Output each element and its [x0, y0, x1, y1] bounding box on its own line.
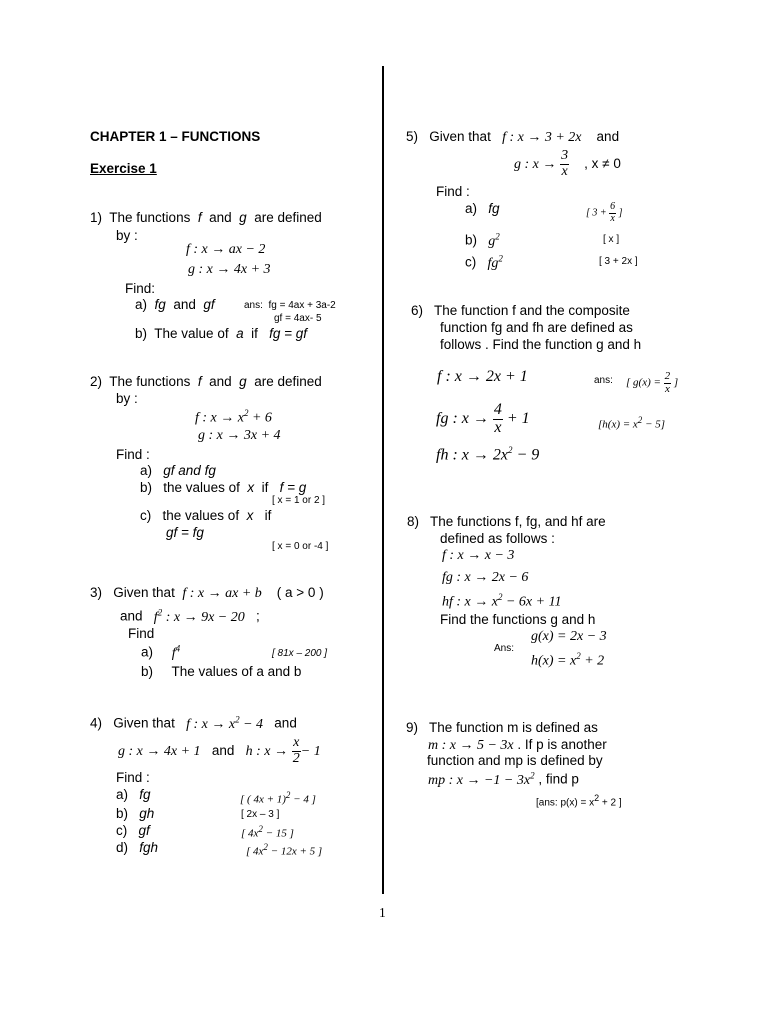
q9-line3: function and mp is defined by: [427, 753, 603, 768]
q5-c-answer: [ 3 + 2x ]: [599, 256, 638, 267]
q1-find: Find:: [125, 281, 156, 296]
q5-b-answer: [ x ]: [603, 234, 620, 245]
q4-part-b: b) gh: [116, 806, 155, 821]
q2-find: Find :: [116, 447, 150, 462]
q2-eq-f: f : $x \to x^2 + 6$: [195, 408, 272, 426]
q6-eq-f: f : x → 2x + 1: [437, 368, 528, 385]
q4-a-answer: [ ( 4x + 1)$^2$ − 4 ]: [240, 790, 316, 806]
q6-line3: follows . Find the function g and h: [440, 337, 642, 352]
q3-a-answer: [ 81x – 200 ]: [272, 648, 328, 659]
q4-statement: 4) Given that f : $x \to x^2 - 4$ and: [90, 714, 297, 732]
q1-statement: 1) The functions f and g are defined: [90, 210, 322, 225]
q8-eq-fg: fg : x → 2x − 6: [442, 570, 529, 585]
q2-statement: 2) The functions f and g are defined: [90, 374, 322, 389]
q3-second-line: and $f^2$ : x → 9x − 20 ;: [120, 607, 260, 625]
q4-part-a: a) fg: [116, 787, 151, 802]
q9-line4: mp : $x \to -1 - 3x^2$ , find p: [428, 770, 579, 788]
q3-part-a: a) $f^4$: [141, 643, 181, 661]
q2-eq-g: g : x → 3x + 4: [198, 428, 281, 443]
q6-eq-fg: fg : x → $\frac{4}{x}$ + 1: [436, 401, 530, 436]
q1-eq-f: f : x → ax − 2: [186, 242, 266, 257]
q5-find: Find :: [436, 184, 470, 199]
q4-b-answer: [ 2x – 3 ]: [241, 809, 280, 820]
q1-by: by :: [116, 228, 138, 243]
q9-line1: 9) The function m is defined as: [406, 720, 598, 735]
q8-line1: 8) The functions f, fg, and hf are: [407, 514, 606, 529]
q8-eq-hf: hf : $x \to x^2 - 6x + 11$: [442, 592, 562, 610]
q8-ans-label: Ans:: [494, 643, 515, 654]
column-divider: [382, 66, 384, 894]
q3-find: Find: [128, 626, 155, 641]
q2-c-answer: [ x = 0 or -4 ]: [272, 541, 329, 552]
q5-a-answer: [ 3 + $\frac{6}{x}$ ]: [586, 201, 623, 224]
q2-part-a: a) gf and fg: [140, 463, 216, 478]
q5-statement: 5) Given that f : x → 3 + 2x and: [406, 129, 620, 145]
chapter-title: CHAPTER 1 – FUNCTIONS: [90, 129, 261, 144]
q5-part-c: c) $fg^2$: [465, 253, 503, 271]
q6-eq-fh: fh : $x \to 2x^2 - 9$: [436, 445, 540, 464]
q1-answer: ans: fg = 4ax + 3a-2: [244, 300, 336, 311]
q6-line2: function fg and fh are defined as: [440, 320, 633, 335]
q3-part-b: b) The values of a and b: [141, 664, 302, 679]
q8-find: Find the functions g and h: [440, 612, 596, 627]
q9-answer: [ans: $p(x) = x^2 + 2$ ]: [536, 793, 622, 809]
q4-find: Find :: [116, 770, 150, 785]
q9-line2: m : x → 5 − 3x . If p is another: [428, 737, 607, 753]
q2-b-answer: [ x = 1 or 2 ]: [272, 495, 326, 506]
q6-ans-h: $[h(x) = x^2 - 5]$: [598, 415, 666, 431]
q2-by: by :: [116, 391, 138, 406]
q4-part-c: c) gf: [116, 823, 150, 838]
q1-part-a: a) fg and gf: [135, 297, 215, 312]
q4-c-answer: [ $4x^2 - 15$ ]: [241, 824, 294, 840]
q5-part-a: a) fg: [465, 201, 500, 216]
q2-c-equation: gf = fg: [166, 525, 204, 540]
q4-d-answer: [ $4x^2 - 12x + 5$ ]: [246, 842, 323, 858]
q1-part-b: b) The value of a if fg = gf: [135, 326, 308, 341]
q6-ans-g: [ g(x) = $\frac{2}{x}$ ]: [626, 370, 679, 395]
q8-eq-f: f : x → x − 3: [442, 548, 515, 563]
q8-line2: defined as follows :: [440, 531, 555, 546]
page-number: 1: [379, 905, 386, 920]
q6-ans-label: ans:: [594, 375, 613, 386]
q1-eq-g: g : x → 4x + 3: [188, 262, 271, 277]
q8-ans-g: g(x) = 2x − 3: [531, 629, 607, 644]
q2-part-b: b) the values of x if f = g: [140, 480, 307, 495]
exercise-title: Exercise 1: [90, 161, 157, 176]
q4-part-d: d) fgh: [116, 840, 159, 855]
q2-part-c: c) the values of x if: [140, 508, 272, 523]
q5-part-b: b) $g^2$: [465, 231, 500, 249]
q1-answer-2: gf = 4ax- 5: [274, 313, 322, 324]
q5-eq-g: g : x → $\frac{3}{x}$ , x ≠ 0: [514, 148, 621, 179]
q3-statement: 3) Given that f : x → ax + b ( a > 0 ): [90, 585, 324, 601]
q4-second-line: g : x → 4x + 1 and h : x → $\frac{x}{2}$ − 1: [118, 735, 321, 766]
q6-line1: 6) The function f and the composite: [411, 303, 630, 318]
q8-ans-h: $h(x) = x^2 + 2$: [531, 651, 605, 669]
